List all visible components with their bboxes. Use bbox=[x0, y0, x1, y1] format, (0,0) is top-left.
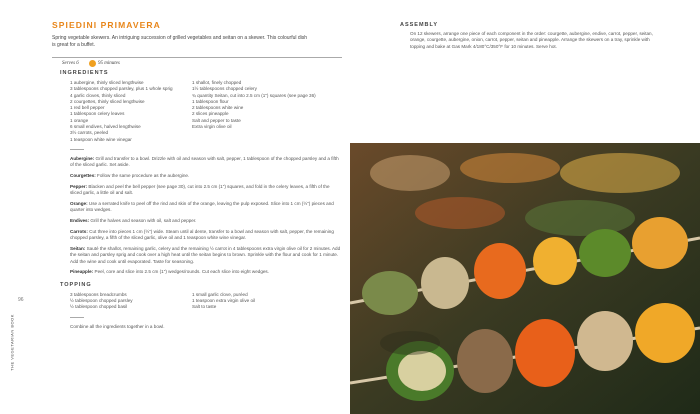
clock-icon bbox=[89, 60, 96, 67]
method-step-text: Cut three into pieces 1 cm (½") wide. Steam until al dente, transfer to a bowl and season with salt, pepper, the remaining chopped parsley, a fifth of the sliced garlic, olive oil and 1 teaspoon white wine vinegar. bbox=[70, 228, 334, 241]
topping-list bbox=[70, 292, 342, 311]
method-step-text: Grill the halves and season with oil, salt and pepper. bbox=[89, 218, 197, 224]
method-step-label: Carrots: bbox=[70, 228, 88, 234]
topping-item: ½ tablespoon chopped parsley bbox=[70, 297, 133, 303]
ingredients-heading: INGREDIENTS bbox=[60, 70, 109, 76]
left-column bbox=[52, 20, 342, 329]
ingredient-item: 1 red bell pepper bbox=[70, 105, 105, 111]
method-step-label: Aubergine: bbox=[70, 155, 95, 161]
vegetable-skewers-photo bbox=[350, 143, 700, 414]
ingredients-list bbox=[70, 80, 342, 143]
method-step bbox=[70, 184, 342, 197]
ingredient-item: 3½ carrots, peeled bbox=[70, 130, 109, 136]
serves-text: Serves 6 bbox=[62, 61, 79, 66]
ingredient-item: 6 small endives, halved lengthwise bbox=[70, 124, 141, 130]
method-step bbox=[70, 246, 342, 265]
topping-section bbox=[52, 282, 342, 329]
ingredient-item: 4 garlic cloves, thinly sliced bbox=[70, 92, 126, 98]
topping-col-2 bbox=[192, 292, 332, 311]
method-step-label: Pepper: bbox=[70, 183, 88, 189]
photo-illustration bbox=[350, 143, 700, 414]
spine bbox=[6, 290, 18, 400]
ingredient-item: 1 shallot, finely chopped bbox=[192, 80, 242, 85]
ingredient-item: Salt and pepper to taste bbox=[192, 117, 241, 123]
topping-item: 1 small garlic clove, puréed bbox=[192, 291, 248, 297]
method-step-label: Seitan: bbox=[70, 245, 86, 251]
method-step bbox=[70, 173, 342, 179]
page-number: 96 bbox=[18, 297, 24, 303]
spine-label: THE VEGETARIAN BOOK bbox=[9, 314, 15, 371]
ingredient-item: 1 orange bbox=[70, 117, 89, 123]
method-step-label: Orange: bbox=[70, 200, 88, 206]
method-step-label: Pineapple: bbox=[70, 269, 94, 275]
method bbox=[52, 156, 342, 276]
divider bbox=[70, 149, 84, 150]
ingredient-item: 1 tablespoon flour bbox=[192, 98, 229, 104]
method-step bbox=[70, 269, 342, 275]
method-step bbox=[70, 229, 342, 242]
assembly-text: On 12 skewers, arrange one piece of each component in the order: courgette, aubergine, endive, carrot, pepper, seitan, orange, courgette, aubergine, onion, carrot, pepper, seitan and pineapple. Arrange the skewers on a tray, sprinkle with topping and bake at Gas Mark 4/180°C/350°F for 10 minutes. Serve hot. bbox=[410, 31, 653, 49]
topping-item: Salt to taste bbox=[192, 304, 217, 310]
recipe-title: SPIEDINI PRIMAVERA bbox=[52, 20, 161, 30]
topping-instruction: Combine all the ingredients together in a bowl. bbox=[70, 323, 165, 329]
ingredient-item: 1 teaspoon white wine vinegar bbox=[70, 136, 132, 142]
ingredient-item: 1½ tablespoons chopped celery bbox=[192, 86, 257, 92]
method-step bbox=[70, 156, 342, 169]
ingredient-item: 3 tablespoons chopped parsley, plus 1 whole sprig bbox=[70, 86, 173, 92]
topping-col-1 bbox=[70, 292, 192, 311]
ingredient-item: Extra virgin olive oil bbox=[192, 124, 232, 130]
ingredient-item: 2 courgettes, thinly sliced lengthwise bbox=[70, 98, 145, 104]
method-step-label: Endives: bbox=[70, 218, 90, 224]
method-step bbox=[70, 201, 342, 214]
ingredient-item: 2 slices pineapple bbox=[192, 111, 229, 117]
recipe-meta bbox=[52, 57, 342, 70]
method-step-text: Sauté the shallot, remaining garlic, celery and the remaining ½ carrot in 4 tablespoons extra virgin olive oil for 2 minutes. Add the seitan and parsley sprig and cook over a high heat until the seitan begins to brown. Sprinkle with the flour and cook for 1 minute. Add the wine and cook until evaporated. Taste for seasoning. bbox=[70, 245, 341, 264]
method-step-label: Courgettes: bbox=[70, 173, 96, 179]
method-step bbox=[70, 218, 342, 224]
ingredients-col-1 bbox=[70, 80, 192, 143]
topping-heading: TOPPING bbox=[60, 281, 92, 288]
assembly-heading: ASSEMBLY bbox=[400, 22, 439, 28]
method-step-text: Grill and transfer to a bowl. Drizzle with oil and season with salt, pepper, 1 tablespoon of the chopped parsley and a fifth of the sliced garlic. Set aside. bbox=[70, 155, 339, 168]
right-column bbox=[400, 22, 665, 50]
topping-item: ½ tablespoon chopped basil bbox=[70, 304, 128, 310]
ingredient-item: 1 tablespoon celery leaves bbox=[70, 111, 125, 117]
topping-item: 1 teaspoon extra virgin olive oil bbox=[192, 297, 256, 303]
divider bbox=[70, 317, 84, 318]
ingredient-item: 1 aubergine, thinly sliced lengthwise bbox=[70, 80, 144, 85]
method-step-text: Use a serrated knife to peel off the rind and skin of the orange, leaving the pulp exposed. Slice into 1 cm (½") pieces and quarter into wedges. bbox=[70, 200, 334, 213]
ingredient-item: ¾ quantity Seitan, cut into 2.5 cm (1") squares (see page 36) bbox=[192, 92, 316, 98]
method-step-text: Follow the same procedure as the aubergine. bbox=[95, 173, 190, 179]
topping-item: 3 tablespoons breadcrumbs bbox=[70, 291, 127, 297]
recipe-intro: Spring vegetable skewers. An intriguing succession of grilled vegetables and seitan on a skewer. This colourful dish is great for a buffet. bbox=[52, 35, 308, 48]
method-step-text: Blacken and peel the bell pepper (see page 30), cut into 2.5 cm (1") squares, and fold in the celery leaves, a fifth of the sliced garlic, a little oil and salt. bbox=[70, 183, 330, 196]
time-text: 95 minutes bbox=[98, 61, 120, 66]
ingredients-col-2 bbox=[192, 80, 332, 143]
method-step-text: Peel, core and slice into 2.5 cm (1") wedges/rounds. Cut each slice into eight wedges. bbox=[93, 269, 270, 275]
ingredient-item: 2 tablespoons white wine bbox=[192, 105, 244, 111]
